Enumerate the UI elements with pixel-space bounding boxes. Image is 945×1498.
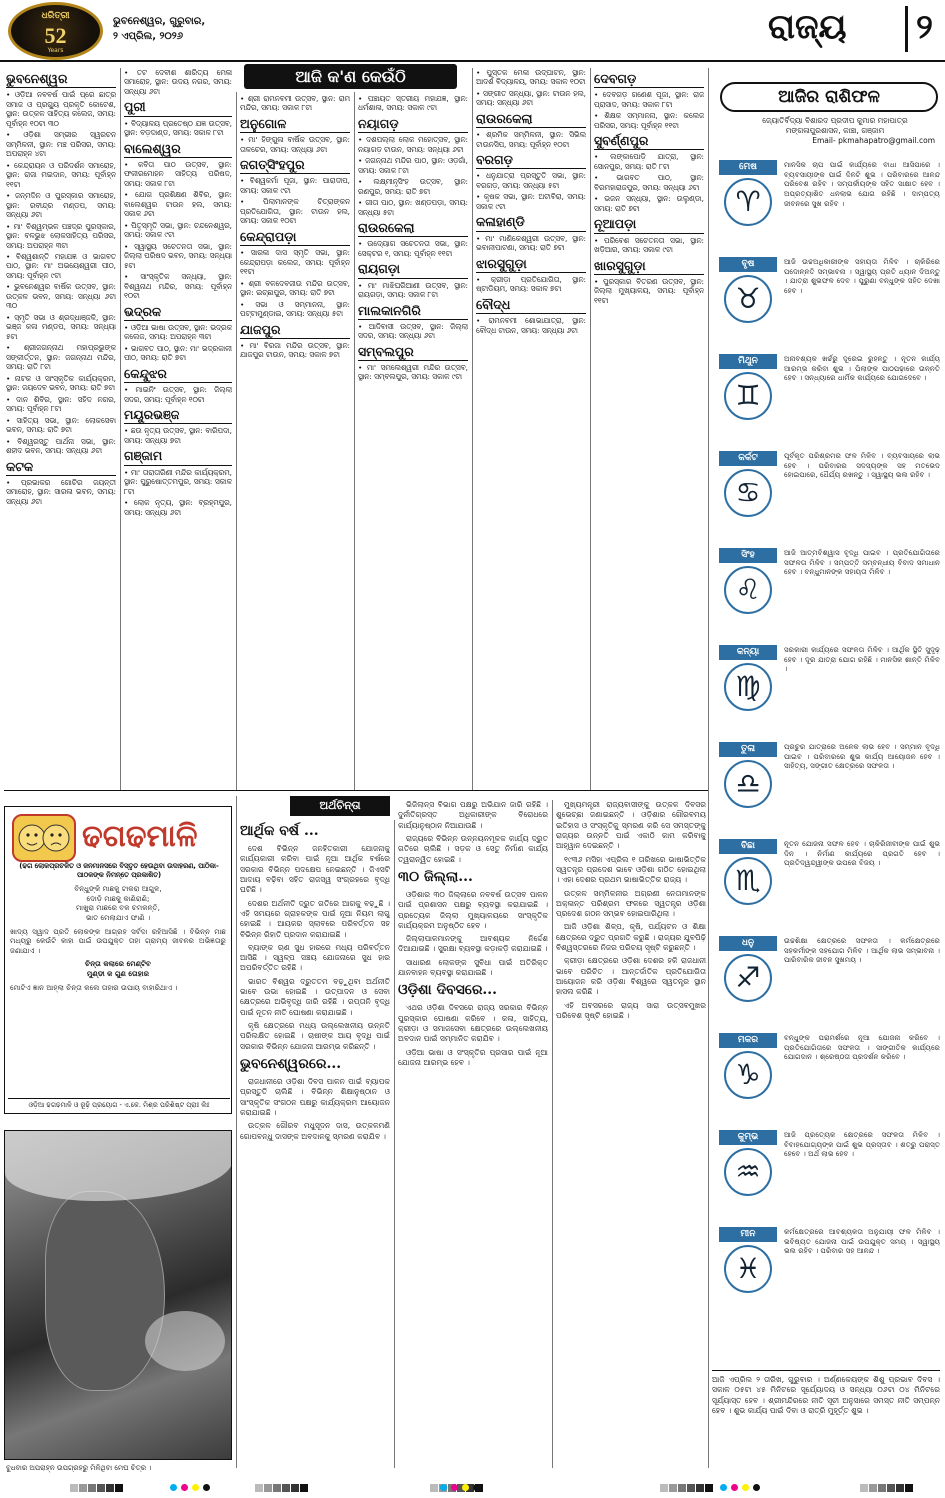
satellite-caption: ବୁଧବାର ଅପରାହ୍ନ ଉପଗ୍ରହରୁ ମିଳିଥିବା ମେଘ ଚିତ୍ର । (6, 1464, 152, 1472)
article-paragraph: ଆଜି ଓଡ଼ିଶା ଶିଳ୍ପ, କୃଷି, ପର୍ଯ୍ୟଟନ ଓ ଶିକ୍ଷା କ୍ଷେତ୍ରରେ ଦ୍ରୁତ ପ୍ରଗତି କରୁଛି । ରାଜ୍ୟର ଯୁବପିଢ଼ି ବିଶ୍ୱସ୍ତରରେ ନିଜର ପରିଚୟ ସୃଷ୍ଟି କରୁଛନ୍ତି । (556, 922, 706, 953)
article-paragraph: ଉତ୍କଳ ଗୌରବ ମଧୁସୂଦନ ଦାସ, ଉତ୍କଳମଣି ଗୋପବନ୍ଧୁ ଦାସଙ୍କ ଅବଦାନକୁ ସ୍ମରଣ କରାଯିବ । (240, 1121, 390, 1141)
article-heading: ଓଡ଼ିଶା ଦିବସରେ... (398, 982, 498, 999)
editorial-column-1 (240, 820, 390, 1468)
horoscope-sign (714, 257, 940, 349)
event-item: • ପିଲାମାନଙ୍କ ଚିତ୍ରାଙ୍କନ ପ୍ରତିଯୋଗିତା, ସ୍ଥାନ: ଟାଉନ ହଲ, ସମୟ: ସକାଳ ୧୦ଟା (240, 197, 350, 226)
logo-number: 52 (44, 23, 67, 48)
sign-label: କନ୍ୟା (719, 645, 777, 660)
sign-forecast: ଆଜି ପ୍ରତ୍ୟେକ କ୍ଷେତ୍ରରେ ସଫଳତା ମିଳିବ । ବିବାହଯୋଗ୍ୟଙ୍କ ପାଇଁ ଶୁଭ ପ୍ରସ୍ତାବ । ଶତ୍ରୁ ପରାସ୍ତ ହେବେ । ଅର୍ଥ ଲାଭ ହେବ । (784, 1130, 940, 1159)
horoscope-sign (714, 1227, 940, 1319)
color-dot (753, 1484, 760, 1491)
event-item: • ନାଟକ ଓ ସାଂସ୍କୃତିକ କାର୍ଯ୍ୟକ୍ରମ, ସ୍ଥାନ: ଜୟଦେବ ଭବନ, ସମୟ: ରାତି ୭ଟା (6, 373, 116, 393)
event-item: • ଶ୍ରୀଜଗନ୍ନାଥ ମହାପ୍ରଭୁଙ୍କ ସଙ୍କୀର୍ତ୍ତନ, ସ୍ଥାନ: ଜଗନ୍ନାଥ ମନ୍ଦିର, ସମୟ: ରାତି ୮ଟା (6, 343, 116, 372)
logo-years: Years (47, 47, 64, 54)
column-divider (708, 68, 709, 1468)
event-item: • ଭଜନ ସନ୍ଧ୍ୟା, ସ୍ଥାନ: ଉଲୁଣ୍ଡା, ସମୟ: ରାତି ୭ଟା (594, 194, 704, 213)
registration-mark (678, 1484, 686, 1492)
column-divider (236, 92, 237, 790)
article-paragraph: ଉତ୍କଳ ସମ୍ମିଳନୀର ଅଗ୍ରଣୀ ନେତାମାନଙ୍କ ଅକ୍ଳାନ୍ତ ପରିଶ୍ରମ ଫଳରେ ସ୍ୱତନ୍ତ୍ର ଓଡ଼ିଶା ପ୍ରଦେଶ ଗଠନ ସମ୍ଭବ ହୋଇପାରିଥିଲା । (556, 888, 706, 919)
event-item: • କ୍ରୀଡ଼ା ପ୍ରତିଯୋଗିତା, ସ୍ଥାନ: ଷ୍ଟାଡିୟମ, ସମୟ: ସକାଳ ୭ଟା (476, 274, 586, 294)
article-heading: ଆର୍ଥିକ ବର୍ଷ ... (240, 823, 319, 839)
event-item: • ଶିକ୍ଷକ ସମ୍ମାନନା, ସ୍ଥାନ: କଲେଜ ପରିସର, ସମୟ: ପୂର୍ବାହ୍ନ ୧୧ଟା (594, 111, 704, 130)
page-number: ୨ (905, 6, 933, 52)
zodiac-2-icon: ♉ (724, 275, 772, 323)
cloud-cover (5, 1131, 232, 1201)
sign-forecast: ଅନାବଶ୍ୟକ ଖର୍ଚ୍ଚରୁ ଦୂରେଇ ରୁହନ୍ତୁ । ନୂତନ କାର୍ଯ୍ୟ ଆରମ୍ଭ କରିବା ଶୁଭ । ପିଲାଙ୍କ ପାଠପଢ଼ାରେ ଉନ୍ନତି ହେବ । ସନ୍ଧ୍ୟାରେ ଧାର୍ମିକ କାର୍ଯ୍ୟରେ ଯୋଗଦେବେ । (784, 354, 940, 383)
zodiac-3-icon: ♊ (724, 372, 772, 420)
color-dot (462, 1484, 469, 1491)
event-item: • ସାଂସ୍କୃତିକ ସନ୍ଧ୍ୟା, ସ୍ଥାନ: ବିଶ୍ୱନାଥ ମନ୍ଦିର, ସମୟ: ପୂର୍ବାହ୍ନ ୧୦ଟା (124, 272, 232, 301)
dateline-place-day: ଭୁବନେଶ୍ୱର, ଗୁରୁବାର, (113, 16, 206, 27)
column-divider (120, 68, 121, 790)
event-item: • ବିଦ୍ୟାଳୟ ପ୍ରତେଷ୍ଠ ଯଜ୍ଞ ଉତ୍ସବ, ସ୍ଥାନ: ବଡ଼ଦାଣ୍ଡ, ସମୟ: ସକାଳ ୮ଟା (124, 118, 232, 138)
events-column-3 (240, 94, 350, 794)
city-heading: ଖାରସୁଗୁଡ଼ା (594, 258, 704, 275)
event-item: • ଶ୍ରୀ ବଳଦେବଜୀଉ ମନ୍ଦିର ଉତ୍ସବ, ସ୍ଥାନ: ଇଚ୍ଛାପୁର, ସମୟ: ରାତି ୭ଟା (240, 278, 350, 298)
registration-mark (70, 1484, 78, 1492)
event-item: • ମା' ବିରଜା ମନ୍ଦିର ଉତ୍ସବ, ସ୍ଥାନ: ଯାଜପୁର ଟାଉନ, ସମୟ: ସକାଳ ୭ଟା (240, 340, 350, 360)
sign-forecast: ଆଜି ଆତ୍ମବିଶ୍ୱାସ ବୃଦ୍ଧି ପାଇବ । ପ୍ରତିଯୋଗିତାରେ ସଫଳତା ମିଳିବ । ସମ୍ପତ୍ତି ସମ୍ବନ୍ଧୀୟ ବିବାଦ ସମାଧାନ ହେବ । ବନ୍ଧୁମାନଙ୍କ ସହାୟତା ମିଳିବ । (784, 548, 940, 577)
article-paragraph: ଜିଲ୍ଲାପାଳମାନଙ୍କୁ ଆବଶ୍ୟକ ନିର୍ଦ୍ଦେଶ ଦିଆଯାଇଛି । ସୁରକ୍ଷା ବ୍ୟବସ୍ଥା କଡ଼ାକଡ଼ି କରାଯାଇଛି । (398, 934, 548, 954)
registration-mark (860, 1484, 868, 1492)
sign-forecast: ସରକାରୀ କାର୍ଯ୍ୟରେ ସଫଳତା ମିଳିବ । ଆର୍ଥିକ ସ୍ଥିତି ସୁଦୃଢ଼ ହେବ । ଦୂର ଯାତ୍ରା ଯୋଗ ରହିଛି । ମାନସିକ ଶାନ୍ତି ମିଳିବ । (784, 645, 940, 674)
day-almanac: ଆଜି ଏପ୍ରିଲ ୨ ତାରିଖ, ଗୁରୁବାର । ଅର୍ଣ୍ଣକେୟଙ୍କ ଶିଶୁ ପ୍ରଭାବ ଦିବସ । ସକାଳ ୦୫ଟା ୪୫ ମିନିଟରେ ସୂର୍ଯ୍ୟୋଦୟ ଓ ସନ୍ଧ୍ୟା ୦୬ଟା ୦୪ ମିନିଟରେ ସୂର୍ଯ୍ୟାସ୍ତ ହେବ । ଶ୍ରୀମନ୍ଦିରରେ ନୀତି ସୂଚୀ ଅନୁସାରେ ସମସ୍ତ ନୀତି ସମ୍ପନ୍ନ ହେବ । ଶୁଭ କାର୍ଯ୍ୟ ପାଇଁ ଦିବା ଓ ରାତ୍ରି ମୁହୂର୍ତ୍ତ ଶୁଭ । (712, 1370, 940, 1417)
editorial-column-2 (398, 800, 548, 1468)
dateline-date: ୨ ଏପ୍ରିଲ, ୨୦୨୬ (113, 31, 184, 42)
event-item: • ଓଡ଼ିଆ ଭାଷା ଉତ୍ସବ, ସ୍ଥାନ: ଭଦ୍ରକ କଲେଜ, ସମୟ: ଅପରାହ୍ନ ୩ଟା (124, 322, 232, 342)
horoscope-sign (714, 451, 940, 543)
registration-mark (282, 1484, 290, 1492)
city-heading: କେନ୍ଦ୍ରାପଡ଼ା (240, 229, 350, 246)
city-heading: ଭଦ୍ରକ (124, 304, 232, 321)
horoscope-byline (735, 116, 935, 145)
registration-mark (88, 1484, 96, 1492)
event-item: • ଦେବଗଡ଼ ଗଣେଶ ପୂଜା, ସ୍ଥାନ: ରାଜ ପ୍ରାସାଦ, ସମୟ: ସକାଳ ୮ଟା (594, 90, 704, 109)
event-item: • ସାରଳା ଦାସ ସ୍ମୃତି ସଭା, ସ୍ଥାନ: କେନ୍ଦ୍ରାପଡ଼ା କଲେଜ, ସମୟ: ପୂର୍ବାହ୍ନ ୧୧ଟା (240, 248, 350, 277)
zodiac-10-icon: ♑ (724, 1051, 772, 1099)
proverb-line: ଚିନ୍ତା କଲାରେ ମେଣ୍ଟିବ (85, 959, 151, 969)
article-paragraph: ଏହି ଅବସରରେ ରାଜ୍ୟ ସାରା ଉତ୍ସବମୁଖର ପରିବେଶ ସୃଷ୍ଟି ହୋଇଛି । (556, 1000, 706, 1020)
event-item: • ଭାଗବତ ପାଠ, ସ୍ଥାନ: ବିରମହାରାଜପୁର, ସମୟ: ସନ୍ଧ୍ୟା ୬ଟା (594, 173, 704, 192)
article-paragraph: ଓଡ଼ିଶାର ୩୦ ଜିଲ୍ଲାରେ ନବବର୍ଷ ଉତ୍ସବ ପାଳନ ପାଇଁ ପ୍ରଶାସନ ପକ୍ଷରୁ ବ୍ୟବସ୍ଥା କରାଯାଇଛି । ପ୍ରତ୍ୟେକ ଜିଲ୍ଲା ମୁଖ୍ୟାଳୟରେ ସାଂସ୍କୃତିକ କାର୍ଯ୍ୟକ୍ରମ ଅନୁଷ୍ଠିତ ହେବ । (398, 889, 548, 930)
today-events-banner: ଆଜି କ'ଣ କେଉଁଠି (244, 64, 457, 89)
registration-mark (79, 1484, 87, 1492)
event-item: • ତଟ ଦେବୀଶ ଶାରିତ୍ୟ ମେଳା ସମାରୋହ, ସ୍ଥାନ: ଉଦୟ ନଗର, ସମୟ: ସନ୍ଧ୍ୟା ୬ଟା (124, 68, 232, 96)
event-item: • ଲଙ୍କାପୋଡ଼ି ଯାତ୍ରା, ସ୍ଥାନ: ସୋନପୁର, ସମୟ: ରାତି ୮ଟା (594, 152, 704, 171)
article-paragraph: ରାଜ୍ୟରେ ବିଭିନ୍ନ ଉନ୍ନୟନମୂଳକ କାର୍ଯ୍ୟ ଦ୍ରୁତ ଗତିରେ ଚାଲିଛି । ସଡ଼କ ଓ ସେତୁ ନିର୍ମାଣ କାର୍ଯ୍ୟ ତ୍ୱରାନ୍ୱିତ ହୋଇଛି । (398, 833, 548, 864)
section-divider (4, 790, 708, 791)
astrologer-name: ଜ୍ୟୋତିର୍ବିଦ୍ୟା ବିଶାରଦ ପ୍ରଦୀପ କୁମାର ମହାପାତ୍ର (762, 116, 908, 125)
registration-mark (887, 1484, 895, 1492)
event-item: • ପିତୃସ୍ମୃତି ସଭା, ସ୍ଥାନ: ଚନ୍ଦନେଶ୍ୱର, ସମୟ: ସକାଳ ୯ଟା (124, 220, 232, 240)
registration-mark (97, 1484, 105, 1492)
article-paragraph: ଦେଶର ଅର୍ଥନୀତି ଦ୍ରୁତ ଗତିରେ ଆଗକୁ ବଢ଼ୁଛି । ଏହି ସମୟରେ ଗ୍ରାହକଙ୍କ ପାଇଁ ନୂଆ ନିୟମ ଲାଗୁ ହୋଇଛି । ଆୟକର ସ୍ଲାବରେ ପରିବର୍ତ୍ତନ ସହ ବିଭିନ୍ନ ରିହାତି ପ୍ରଦାନ କରାଯାଇଛି । (240, 898, 390, 939)
sign-forecast: କର୍ମକ୍ଷେତ୍ରରେ ଆବଶ୍ୟକତା ଅନୁଯାୟୀ ଫଳ ମିଳିବ । ଭବିଷ୍ୟତ ଯୋଜନା ପାଇଁ ଉପଯୁକ୍ତ ସମୟ । ସ୍ୱାସ୍ଥ୍ୟ ଭଲ ରହିବ । ପରିବାର ସହ ଆନନ୍ଦ । (784, 1227, 940, 1256)
column-divider (472, 68, 473, 790)
proverb-line: ମୁଣ୍ଡୀ କ ଗୁଣ ତୋହାର (86, 969, 150, 979)
zodiac-1-icon: ♈ (724, 178, 772, 226)
event-item: • ଯୋଗ ପ୍ରଶିକ୍ଷଣ ଶିବିର, ସ୍ଥାନ: ବାଲେଶ୍ୱର ଟାଉନ ହଲ, ସମୟ: ସକାଳ ୬ଟା (124, 190, 232, 219)
zodiac-4-icon: ♋ (724, 469, 772, 517)
city-heading: ମୟୂରଭଞ୍ଜ (124, 407, 232, 424)
city-heading: ଅନୁଗୋଳ (240, 116, 350, 133)
horoscope-sign (714, 1033, 940, 1125)
horoscope-sign (714, 548, 940, 640)
sign-forecast: ମାନସିକ ଚାପ ପାଇଁ କାର୍ଯ୍ୟରେ ବାଧା ଆସିପାରେ । ବ୍ୟବସାୟୀଙ୍କ ପାଇଁ ଦିନଟି ଶୁଭ । ପରିବାରରେ ଆନନ୍ଦ ପରିବେଶ ରହିବ । ସମ୍ପର୍କୀୟଙ୍କ ସହିତ ସାକ୍ଷାତ ହେବ । ଅପ୍ରତ୍ୟାଶିତ ଧନଲାଭ ଯୋଗ ରହିଛି । ଦାମ୍ପତ୍ୟ ଜୀବନରେ ସୁଖ ରହିବ । (784, 160, 940, 208)
registration-mark (264, 1484, 272, 1492)
proverb-subtitle: (ଢଗ ଲୋକପ୍ରଚଳିତ ଓ ଜନମାନସରେ ବିସ୍ତୃତ ହେଉଥିବା ଉଦାହରଣ, ପାଠିକା-ପାଠକଙ୍କ ନିମନ୍ତେ ପ୍ରକାଶିତ) (19, 862, 219, 879)
color-dot (720, 1484, 727, 1491)
city-heading: ରାଉରକେଲା (358, 220, 468, 237)
sign-label: କୁମ୍ଭ (719, 1130, 777, 1145)
city-heading: ବରଗଡ଼ (476, 152, 586, 169)
zodiac-5-icon: ♌ (724, 566, 772, 614)
zodiac-8-icon: ♏ (724, 857, 772, 905)
city-heading: ରାଉରକେଲା (476, 111, 586, 128)
city-heading: ସମ୍ବଲପୁର (358, 344, 468, 361)
event-item: • ଧନୁଯାତ୍ରା ପ୍ରସ୍ତୁତି ସଭା, ସ୍ଥାନ: ବରଗଡ଼, ସମୟ: ସନ୍ଧ୍ୟା ୫ଟା (476, 171, 586, 190)
proverb-title: ଢଗଢମାଳି (82, 819, 198, 854)
sign-forecast: ବନ୍ଧୁଙ୍କ ପରାମର୍ଶରେ ନୂଆ ଯୋଜନା କରିବେ । ପ୍ରତିଯୋଗିତାରେ ସଫଳତା । ସାଙ୍ଗୀତିକ କାର୍ଯ୍ୟରେ ଯୋଗଦାନ । ଶ୍ରେଷ୍ଠତା ପ୍ରଦର୍ଶନ କରିବେ । (784, 1033, 940, 1062)
event-item: • ପୁସ୍ତକ ମେଳା ଉଦ୍‌ଘାଟନ, ସ୍ଥାନ: ଆଦର୍ଶ ବିଦ୍ୟାଳୟ, ସମୟ: ସକାଳ ୧୦ଟା (476, 68, 586, 87)
registration-mark (273, 1484, 281, 1492)
article-heading: ୩୦ ଜିଲ୍ଲା... (398, 868, 473, 885)
registration-mark (255, 1484, 263, 1492)
horoscope-sign (714, 645, 940, 737)
sign-label: ମୀନ (719, 1227, 777, 1242)
astrologer-email[interactable]: Email- pkmahapatro@gmail.com (812, 135, 935, 145)
editorial-column-3 (556, 800, 706, 1468)
city-heading: କଳାହାଣ୍ଡି (476, 214, 586, 231)
event-item: • ଆଦିବାସୀ ଉତ୍ସବ, ସ୍ଥାନ: ଜିଲ୍ଲା ସଦର, ସମୟ: ସନ୍ଧ୍ୟା ୬ଟା (358, 321, 468, 341)
section-title: ରାଜ୍ୟ (768, 7, 847, 47)
event-item: • ମା' ମାଝିଘରିଆଣୀ ଉତ୍ସବ, ସ୍ଥାନ: ରାୟଗଡ଼ା, ସମୟ: ସକାଳ ୮ଟା (358, 280, 468, 300)
article-paragraph: ଭାରତ ବିଶ୍ୱର ଦ୍ରୁତତମ ବଢ଼ୁଥିବା ଅର୍ଥନୀତି ଭାବେ ଉଭା ହୋଇଛି । ଉତ୍ପାଦନ ଓ ସେବା କ୍ଷେତ୍ରରେ ଅଭିବୃଦ୍ଧି ଜାରି ରହିଛି । ରପ୍ତାନି ବୃଦ୍ଧି ପାଇଁ ନୂତନ ନୀତି ଘୋଷଣା କରାଯାଇଛି । (240, 976, 390, 1017)
sign-forecast: ଆଜି ଉଚ୍ଚଅଧିକାରୀଙ୍କ ସହାୟତା ମିଳିବ । ଚାକିରିରେ ପଦୋନ୍ନତି ସମ୍ଭାବନା । ସ୍ୱାସ୍ଥ୍ୟ ପ୍ରତି ଧ୍ୟାନ ଦିଅନ୍ତୁ । ଯାତ୍ରା ଶୁଭଫଳ ଦେବ । ପୁରୁଣା ବନ୍ଧୁଙ୍କ ସହିତ ଦେଖା ହେବ । (784, 257, 940, 295)
zodiac-9-icon: ♐ (724, 954, 772, 1002)
events-column-6 (594, 68, 704, 788)
event-item: • ବିଶ୍ୱକର୍ମା ପୂଜା, ସ୍ଥାନ: ପାରାଦୀପ, ସମୟ: ସକାଳ ୯ଟା (240, 176, 350, 195)
registration-mark (660, 1484, 668, 1492)
zodiac-11-icon: ♒ (724, 1148, 772, 1196)
event-item: • ରାମନବମୀ ଶୋଭାଯାତ୍ରା, ସ୍ଥାନ: ବୌଦ୍ଧ ଟାଉନ, ସମୟ: ସନ୍ଧ୍ୟା ୬ଟା (476, 316, 586, 335)
zodiac-6-icon: ♍ (724, 663, 772, 711)
sign-forecast: ପ୍ରଚୁର ଯାତ୍ରାରେ ଅନେକ ଲାଭ ହେବ । ସମ୍ମାନ ବୃଦ୍ଧି ପାଇବ । ପରିବାରରେ ଶୁଭ କାର୍ଯ୍ୟ ଆୟୋଜନ ହେବ । ସାହିତ୍ୟ, ସଙ୍ଗୀତ କ୍ଷେତ୍ରରେ ସଫଳତା । (784, 742, 940, 771)
event-item: • ପ୍ରଭାକର ଗୋଚିର ଜୟନ୍ତୀ ସମାରୋହ, ସ୍ଥାନ: ସାରଳା ଭବନ, ସମୟ: ସନ୍ଧ୍ୟା ୬ଟା (6, 477, 116, 506)
article-paragraph: ବ୍ୟାଙ୍କ ଋଣ ସୁଧ ହାରରେ ମଧ୍ୟ ପରିବର୍ତ୍ତନ ଆସିଛି । ସ୍ୱଳ୍ପ ସଞ୍ଚୟ ଯୋଜନାରେ ସୁଧ ହାର ଅପରିବର୍ତ୍ତିତ ରହିଛି । (240, 942, 390, 973)
city-heading: କଟକ (6, 459, 116, 476)
event-item: • ପୁରସ୍କାର ବିତରଣ ଉତ୍ସବ, ସ୍ଥାନ: ଜିଲ୍ଲା ମୁଖ୍ୟାଳୟ, ସମୟ: ପୂର୍ବାହ୍ନ ୧୧ଟା (594, 276, 704, 305)
event-item: • ବିଶ୍ୱଶାନ୍ତି ମହାଯଜ୍ଞ ଓ ଭାଗବତ ପାଠ, ସ୍ଥାନ: ମା' ଅଭୟେଶ୍ୱରୀ ପୀଠ, ସମୟ: ପୂର୍ବାହ୍ନ ୯ଟା (6, 252, 116, 280)
article-paragraph: ଦେଶ ବିଭିନ୍ନ ଜନହିତକାରୀ ଯୋଜନାକୁ କାର୍ଯ୍ୟକାରୀ କରିବା ପାଇଁ ନୂଆ ଆର୍ଥିକ ବର୍ଷରେ ସରକାର ବିଭିନ୍ନ ପଦକ୍ଷେପ ନେଇଛନ୍ତି । ଜିଏସଟି ଆଦାୟ ବଢ଼ିବା ସହିତ ରାଜସ୍ୱ ସଂଗ୍ରହରେ ବୃଦ୍ଧି ଘଟିଛି । (240, 844, 390, 895)
sign-forecast: ପୂର୍ବକୃତ ପରିଶ୍ରମର ଫଳ ମିଳିବ । ବ୍ୟବସାୟରେ ଲାଭ ହେବ । ପରିବାରର ସଦସ୍ୟଙ୍କ ସହ ମତଭେଦ ହୋଇପାରେ, ଧୈର୍ଯ୍ୟ ରଖନ୍ତୁ । ସ୍ୱାସ୍ଥ୍ୟ ଭଲ ରହିବ । (784, 451, 940, 480)
article-paragraph: ରାଜଧାନୀରେ ଓଡ଼ିଶା ଦିବସ ପାଳନ ପାଇଁ ବ୍ୟାପକ ପ୍ରସ୍ତୁତି ଚାଲିଛି । ବିଭିନ୍ନ ଶିକ୍ଷାନୁଷ୍ଠାନ ଓ ସାଂସ୍କୃତିକ ସଂଗଠନ ପକ୍ଷରୁ କାର୍ଯ୍ୟକ୍ରମ ଆୟୋଜନ କରାଯାଇଛି । (240, 1077, 390, 1117)
cloud-cover (145, 1311, 225, 1371)
proverb-line: ଦୋଡ଼ି ମାଛକୁ କାଣିରାଣି; (86, 893, 150, 903)
event-item: • କବିତା ପାଠ ଉତ୍ସବ, ସ୍ଥାନ: ଫକୀରମୋହନ ସାହିତ୍ୟ ପରିଷଦ, ସମୟ: ସକାଳ ୮ଟା (124, 159, 232, 188)
event-item: • ମା' ସମଲେଶ୍ୱରୀ ମନ୍ଦିର ଉତ୍ସବ, ସ୍ଥାନ: ସମ୍ବଲପୁର, ସମୟ: ସକାଳ ୯ଟା (358, 363, 468, 382)
city-heading: ଝାରସୁଗୁଡ଼ା (476, 256, 586, 273)
registration-mark (896, 1484, 904, 1492)
event-item: • କୃଷକ ସଭା, ସ୍ଥାନ: ଅଟାବିରା, ସମୟ: ସକାଳ ୯ଟା (476, 192, 586, 211)
event-item: • ଶ୍ରମିକ ସମ୍ମିଳନୀ, ସ୍ଥାନ: ସିଭିଲ ଟାଉନସିପ, ସମୟ: ପୂର୍ବାହ୍ନ ୧୦ଟା (476, 130, 586, 149)
color-dot (731, 1484, 738, 1491)
event-item: • ଛଉ ନୃତ୍ୟ ଉତ୍ସବ, ସ୍ଥାନ: ବାରିପଦା, ସମୟ: ସନ୍ଧ୍ୟା ୭ଟା (124, 426, 232, 445)
sign-label: ବିଛା (719, 839, 777, 854)
color-dot (440, 1484, 447, 1491)
event-item: • ଗୀତା ପାଠ, ସ୍ଥାନ: ଖଣ୍ଡପଡ଼ା, ସମୟ: ସନ୍ଧ୍ୟା ୫ଟା (358, 198, 468, 217)
event-item: • ଭାଗବତ ପାଠ, ସ୍ଥାନ: ମା' ଭଦ୍ରକାଳୀ ପୀଠ, ସମୟ: ରାତି ୭ଟା (124, 343, 232, 363)
registration-mark (869, 1484, 877, 1492)
color-dot (203, 1484, 210, 1491)
event-item: • ଓଡ଼ିଶା ସମ୍ଭୀର ସ୍ୱରଚନ ସମ୍ମିଳନୀ, ସ୍ଥାନ: ମଞ୍ଚ ପରିସର, ସମୟ: ଅପରାହ୍ନ ୪ଟା (6, 130, 116, 159)
event-item: • ସାହିତ୍ୟ ସଭା, ସ୍ଥାନ: ଲୋକସେବା ଭବନ, ସମୟ: ରାତି ୭ଟା (6, 415, 116, 435)
sign-label: ମେଷ (719, 160, 777, 175)
event-item: • ଲକ୍ଷ୍ମୀନୃସିଂହ ଉତ୍ସବ, ସ୍ଥାନ: ରଣପୁର, ସମୟ: ରାତି ୭ଟା (358, 177, 468, 196)
color-dot (451, 1484, 458, 1491)
registration-mark (430, 1484, 438, 1492)
city-heading: ସୁବର୍ଣ୍ଣପୁର (594, 133, 704, 150)
city-heading: ନୂଆପଡ଼ା (594, 216, 704, 233)
event-item: • ପଞ୍ଚାୟତ ସ୍ତରୀୟ ମହାଯଜ୍ଞ, ସ୍ଥାନ: ଧର୍ମଶାଳା, ସମୟ: ସକାଳ ୯ଟା (358, 94, 468, 113)
event-item: • ସଙ୍ଗୀତ ସନ୍ଧ୍ୟା, ସ୍ଥାନ: ଟାଉନ ହଲ, ସମୟ: ସନ୍ଧ୍ୟା ୬ଟା (476, 88, 586, 108)
events-column-4 (358, 94, 468, 794)
event-item: • ଦଶପଲ୍ଲା ଲୋକ ମହୋତ୍ସବ, ସ୍ଥାନ: ନୟାଗଡ଼ ଟାଉନ, ସମୟ: ସନ୍ଧ୍ୟା ୬ଟା (358, 135, 468, 154)
event-item: • ଜନ୍ମଦିନ ଓ ପୁରସ୍କାର ସମାରୋହ, ସ୍ଥାନ: ରବୀନ୍ଦ୍ର ମଣ୍ଡପ, ସମୟ: ସନ୍ଧ୍ୟା ୬ଟା (6, 191, 116, 220)
city-heading: କେନ୍ଦୁଝର (124, 366, 232, 383)
sign-forecast: ଉଚ୍ଚଶିକ୍ଷା କ୍ଷେତ୍ରରେ ସଫଳତା । କର୍ମକ୍ଷେତ୍ରରେ ସହକର୍ମୀଙ୍କ ସହଯୋଗ ମିଳିବ । ଆର୍ଥିକ ଲାଭ ସମ୍ଭାବନା । ପାରିବାରିକ ଜୀବନ ସୁଖମୟ । (784, 936, 940, 965)
editorial-banner: ଅର୍ଥଚିନ୍ତା (290, 796, 390, 816)
sign-label: କର୍କଟ (719, 451, 777, 466)
event-item: • ମାଇନିଂ ଉତ୍ସବ, ସ୍ଥାନ: ଜିଲ୍ଲା ସଦର, ସମୟ: ପୂର୍ବାହ୍ନ ୧୦ଟା (124, 385, 232, 404)
event-item: • କେନ୍ଦ୍ରାୟନ ଓ ପରିଦର୍ଶନ ସମାରୋହ, ସ୍ଥାନ: ରାଜା ମଇଦାନ, ସମୟ: ପୂର୍ବାହ୍ନ ୧୧ଟା (6, 160, 116, 189)
city-heading: ପୁରୀ (124, 99, 232, 116)
proverb-line: ବିନ୍ଧୁଙ୍କି ମାଛକୁ ଟାକରା ଆଗୁଳ, (74, 884, 162, 893)
sign-label: ସିଂହ (719, 548, 777, 563)
event-item: • ମା' ବିଶ୍ୱମ୍ଭଳ ପଞ୍ଚଦ୍ର ପୁରସ୍କାର, ସ୍ଥାନ: ବଳଭୁଝ ଲୋକସାହିତ୍ୟ ପରିସର, ସମୟ: ଅପରାହ୍ନ ୩ଟା (6, 221, 116, 250)
color-dot (742, 1484, 749, 1491)
article-paragraph: କ୍ରୀଡ଼ା କ୍ଷେତ୍ରରେ ଓଡ଼ିଶା ଦେଶର ହକି ରାଜଧାନୀ ଭାବେ ପରିଚିତ । ଆନ୍ତର୍ଜାତିକ ପ୍ରତିଯୋଗିତା ଆୟୋଜନ କରି ଓଡ଼ିଶା ବିଶ୍ୱରେ ସ୍ୱତନ୍ତ୍ର ସ୍ଥାନ ହାସଲ କରିଛି । (556, 956, 706, 997)
article-heading: ଭୁବନେଶ୍ୱରରେ... (240, 1055, 342, 1072)
event-item: • ଶ୍ରୀ ରାମନବମୀ ଉତ୍ସବ, ସ୍ଥାନ: ରାମ ମନ୍ଦିର, ସମୟ: ସକାଳ ୮ଟା (240, 94, 350, 113)
horoscope-sign (714, 742, 940, 834)
column-divider (354, 92, 355, 790)
city-heading: ଗଞ୍ଜାମ (124, 448, 232, 465)
proverb-line: ମୋଟିଏ ଜ୍ଞାନ ଆହ୍ଲା ଚିନ୍ତା କଲେ ତାହାର ଉପାୟ ବାହାରିଥାଏ । (10, 982, 178, 992)
event-item: • ସ୍ମୃତି ସଭା ଓ ଶ୍ରଦ୍ଧାଞ୍ଜଳି, ସ୍ଥାନ: ଭଞ୍ଜ କଳା ମଣ୍ଡପ, ସମୟ: ସନ୍ଧ୍ୟା ୫ଟା (6, 312, 116, 341)
event-item: • ଲୋକ ନୃତ୍ୟ, ସ୍ଥାନ: ବ୍ରହ୍ମପୁର, ସମୟ: ସନ୍ଧ୍ୟା ୬ଟା (124, 498, 232, 517)
horoscope-sign (714, 354, 940, 446)
event-item: • ଉଦ୍ୟୋଗ ସଚେତନତା ସଭା, ସ୍ଥାନ: ସେକ୍ଟର ୧, ସମୟ: ପୂର୍ବାହ୍ନ ୧୧ଟା (358, 239, 468, 258)
event-item: • ଦାନ ଶିବିର, ସ୍ଥାନ: ସହିଦ ନଗର, ସମୟ: ପୂର୍ବାହ୍ନ ୮ଟା (6, 394, 116, 414)
column-divider (394, 820, 395, 1468)
registration-mark (696, 1484, 704, 1492)
sign-label: ତୁଳା (719, 742, 777, 757)
registration-mark (687, 1484, 695, 1492)
column-divider (590, 68, 591, 790)
event-item: • ସ୍ୱାସ୍ଥ୍ୟ ସଚେତନତା ସଭା, ସ୍ଥାନ: ଜିଲ୍ଲା ପରିଷଦ ଭବନ, ସମୟ: ସନ୍ଧ୍ୟା ୫ଟା (124, 241, 232, 270)
event-item: • ବିଶ୍ୱରସ୍ତୁ ପାର୍ଥନା ସଭା, ସ୍ଥାନ: ଶହୀଦ ଭବନ, ସମୟ: ସନ୍ଧ୍ୟା ୬ଟା (6, 436, 116, 456)
event-item: • ମା' ହିଙ୍ଗୁଳା ବାର୍ଷିକ ଉତ୍ସବ, ସ୍ଥାନ: ତାଳଚେର, ସମୟ: ସନ୍ଧ୍ୟା ୬ଟା (240, 135, 350, 154)
column-divider (236, 796, 237, 1468)
color-dot (181, 1484, 188, 1491)
zodiac-7-icon: ♎ (724, 760, 772, 808)
event-item: • ମା' ତାରାତାରିଣୀ ମନ୍ଦିର କାର୍ଯ୍ୟକ୍ରମ, ସ୍ଥାନ: ପୁରୁଷୋତ୍ତମପୁର, ସମୟ: ସକାଳ ୮ଟା (124, 467, 232, 496)
horoscope-title: ଆଜିର ରାଶିଫଳ (720, 82, 938, 112)
registration-mark (878, 1484, 886, 1492)
events-column-5 (476, 68, 586, 788)
color-dot (170, 1484, 177, 1491)
sign-label: ମିଥୁନ (719, 354, 777, 369)
registration-mark (115, 1484, 123, 1492)
registration-mark (669, 1484, 677, 1492)
registration-mark (300, 1484, 308, 1492)
column-divider (552, 800, 553, 1468)
satellite-cloud-image (4, 1130, 232, 1460)
astrologer-address: ମଙ୍ଗଳାପୁରଶାସନ, କାଞ୍ଚା, ଗଞ୍ଜାମ (785, 125, 885, 135)
sign-label: ଧନୁ (719, 936, 777, 951)
city-heading: ଭୁବନେଶ୍ୱର (6, 71, 116, 88)
article-paragraph: କୃଷି କ୍ଷେତ୍ରରେ ମଧ୍ୟ ଉଲ୍ଲେଖନୀୟ ଉନ୍ନତି ପରିଲକ୍ଷିତ ହୋଇଛି । ଚାଷୀଙ୍କ ଆୟ ବୃଦ୍ଧି ପାଇଁ ସରକାର ବିଭିନ୍ନ ଯୋଜନା ଆରମ୍ଭ କରିଛନ୍ତି । (240, 1021, 390, 1051)
proverb-line: ମାଖୁରା ମାଛରେ ବକ ଚମକନ୍ତି, (76, 903, 160, 913)
event-item: • ଭୁବନେଶ୍ୱର ବାର୍ଷିକ ଉତ୍ସବ, ସ୍ଥାନ: ଉତ୍କଳ ଭବନ, ସମୟ: ସନ୍ଧ୍ୟା ୬ଟା ୩୦ (6, 282, 116, 311)
article-paragraph: ସାଧାରଣ ଲୋକଙ୍କ ସୁବିଧା ପାଇଁ ଅତିରିକ୍ତ ଯାନବାହନ ବ୍ୟବସ୍ଥା କରାଯାଇଛି । (398, 957, 548, 978)
zodiac-12-icon: ♓ (724, 1245, 772, 1293)
sign-label: ମକର (719, 1033, 777, 1048)
city-heading: ଯାଜପୁର (240, 322, 350, 339)
registration-mark (291, 1484, 299, 1492)
horoscope-sign (714, 1130, 940, 1222)
city-heading: ଦେବଗଡ଼ (594, 71, 704, 88)
cartoon-faces-icon (12, 814, 76, 862)
city-heading: ମାଲକାନଗିରି (358, 303, 468, 320)
event-item: • ଜଗନ୍ନାଥ ମନ୍ଦିର ପାଠ, ସ୍ଥାନ: ଓଡ଼ଗାଁ, ସମୟ: ସକାଳ ୮ଟା (358, 156, 468, 175)
city-heading: ବୌଦ୍ଧ (476, 297, 586, 314)
article-paragraph: ମୁଖ୍ୟମନ୍ତ୍ରୀ ରାଜ୍ୟବାସୀଙ୍କୁ ଉତ୍କଳ ଦିବସର ଶୁଭେଚ୍ଛା ଜଣାଇଛନ୍ତି । ଓଡ଼ିଶାର ଗୌରବମୟ ଇତିହାସ ଓ ସଂସ୍କୃତିକୁ ସ୍ମରଣ କରି ସେ ସମସ୍ତଙ୍କୁ ରାଜ୍ୟର ଉନ୍ନତି ପାଇଁ ଏକାଠି କାମ କରିବାକୁ ଆହ୍ୱାନ ଦେଇଛନ୍ତି । (556, 800, 706, 851)
dateline (113, 14, 205, 44)
landmass-shape (45, 1191, 165, 1391)
events-column-2 (124, 68, 232, 788)
proverb-body (10, 884, 226, 992)
horoscope-sign (714, 160, 940, 252)
sign-forecast: ନୂତନ ଯୋଜନା ସଫଳ ହେବ । ଚାକିରିଜୀବୀଙ୍କ ପାଇଁ ଶୁଭ ଦିନ । ନିର୍ମାଣ କାର୍ଯ୍ୟରେ ପ୍ରଗତି ହେବ । ପ୍ରତିଦ୍ୱନ୍ଦ୍ୱୀଙ୍କ ଉପରେ ବିଜୟ । (784, 839, 940, 868)
events-column-1 (6, 68, 116, 788)
event-item: • ମା' ମାଣିକେଶ୍ୱରୀ ଉତ୍ସବ, ସ୍ଥାନ: ଭବାନୀପାଟଣା, ସମୟ: ରାତି ୭ଟା (476, 233, 586, 253)
event-item: • ଓଡ଼ିଆ ନବବର୍ଷ ପାଇଁ ପ୍ରେ ଛାତ୍ର ସମାଜ ଓ ପ୍ରଗ୍ୟୁ ପ୍ରକୃତି କୋଟେଶ, ସ୍ଥାନ: ଉତ୍କଳ ସାହିତ୍ୟ କଲେଜ, ସମୟ: ପୂର୍ବାହ୍ନ ୧୦ଟା ୩୦ (6, 90, 116, 128)
proverb-line: ଭାତ ମେଲାଯାଏ ଫାଣି । (85, 912, 151, 922)
color-dot (473, 1484, 480, 1491)
horoscope-sign (714, 936, 940, 1028)
article-paragraph: ଭିଜିଲାନ୍ସ ବିଭାଗ ପକ୍ଷରୁ ଅଭିଯାନ ଜାରି ରହିଛି । ଦୁର୍ନୀତିଗ୍ରସ୍ତ ଅଧିକାରୀଙ୍କ ବିରୋଧରେ କାର୍ଯ୍ୟାନୁଷ୍ଠାନ ନିଆଯାଉଛି । (398, 800, 548, 830)
horoscope-sign (714, 839, 940, 931)
event-item: • ପରିବେଶ ସଚେତନତା ସଭା, ସ୍ଥାନ: ଖଡ଼ିଆର, ସମୟ: ସକାଳ ୯ଟା (594, 235, 704, 255)
city-heading: ଜଗତ୍‌ସିଂହପୁର (240, 157, 350, 174)
article-paragraph: ଓଡ଼ିଆ ଭାଷା ଓ ସଂସ୍କୃତିର ପ୍ରସାର ପାଇଁ ନୂଆ ଯୋଜନା ଆରମ୍ଭ ହେବ । (398, 1047, 548, 1067)
registration-mark (905, 1484, 913, 1492)
logo-text: ଧରିତ୍ରୀ (41, 11, 70, 21)
newspaper-logo[interactable] (8, 2, 103, 60)
article-paragraph: ଏଥର ଓଡ଼ିଶା ଦିବସରେ ରାଜ୍ୟ ସରକାର ବିଭିନ୍ନ ପୁରସ୍କାର ଘୋଷଣା କରିବେ । କଳା, ସାହିତ୍ୟ, କ୍ରୀଡ଼ା ଓ ସମାଜସେବା କ୍ଷେତ୍ରରେ ଉଲ୍ଲେଖନୀୟ ଅବଦାନ ପାଇଁ ସମ୍ମାନିତ କରାଯିବ । (398, 1003, 548, 1044)
city-heading: ନୟାଗଡ଼ (358, 116, 468, 133)
registration-mark (705, 1484, 713, 1492)
proverb-credit: ଓଡ଼ିଆ ଢଗଢମାଳି ଓ ରୂଢ଼ି ପ୍ରୟୋଗ - ଏ.କେ. ମିଶ୍ର ପରିଶିଷ୍ଟ ପ୍ରାଃ ଲିଃ (8, 1098, 230, 1109)
registration-mark (106, 1484, 114, 1492)
event-item: • ସଭା ଓ ସମ୍ମାନନା, ସ୍ଥାନ: ପଟ୍ଟାମୁଣ୍ଡାଇ, ସମୟ: ସନ୍ଧ୍ୟା ୫ଟା (240, 299, 350, 319)
city-heading: ବାଲେଶ୍ୱର (124, 141, 232, 158)
article-paragraph: ୧୯୩୬ ମସିହା ଏପ୍ରିଲ ୧ ତାରିଖରେ ଭାଷାଭିତ୍ତିକ ସ୍ୱତନ୍ତ୍ର ପ୍ରଦେଶ ଭାବେ ଓଡ଼ିଶା ଗଠିତ ହୋଇଥିଲା । ଏହା ଦେଶର ପ୍ରଥମ ଭାଷାଭିତ୍ତିକ ରାଜ୍ୟ । (556, 854, 706, 885)
city-heading: ରାୟଗଡ଼ା (358, 261, 468, 278)
sign-label: ବୃଷ (719, 257, 777, 272)
proverb-line: ଖାଦ୍ୟ ସ୍ୱାଦ ପ୍ରତି ଲୋକଙ୍କ ଆଗ୍ରହ ସର୍ବଦା ରହିଆସିଛି । ବିଭିନ୍ନ ମାଛ ମଧ୍ୟରୁ କେଉଁଟି କାହା ପାଇଁ ଉପଯୁକ୍ତ ତାହା ଗ୍ରାମ୍ୟ ଜୀବନର ଅଭିଜ୍ଞତାରୁ ଜଣାଯାଏ । (10, 926, 226, 955)
color-dot (192, 1484, 199, 1491)
